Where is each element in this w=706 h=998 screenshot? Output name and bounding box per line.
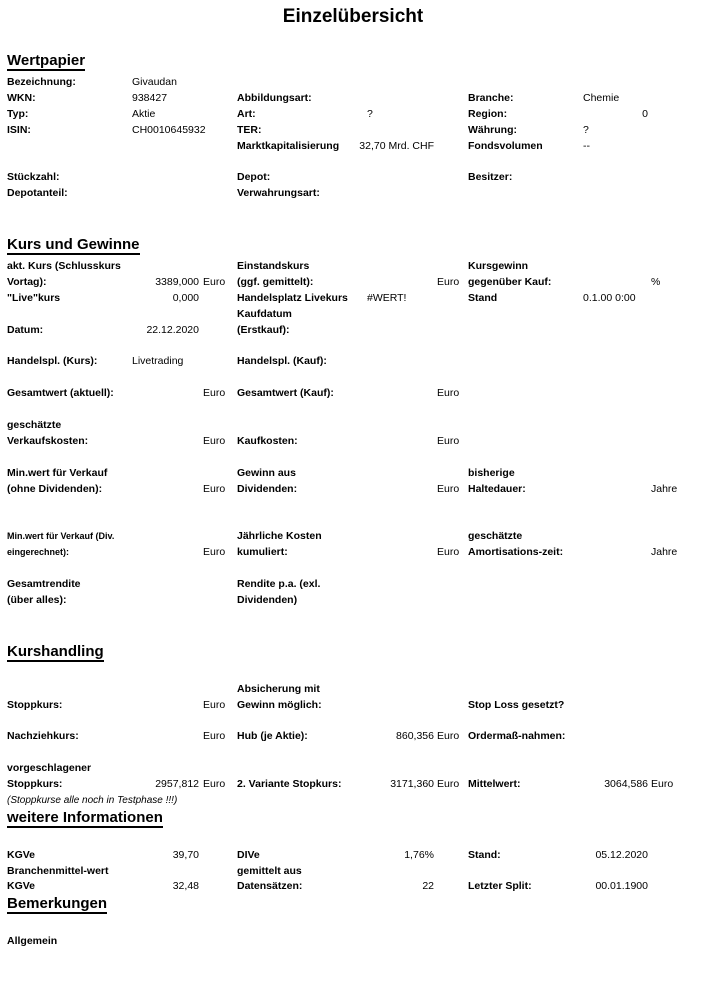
dividenden-label: Dividenden:: [237, 482, 298, 495]
2957-812-value: 2957,812: [155, 777, 199, 790]
abbildungsart-label: Abbildungsart:: [237, 91, 312, 104]
euro-value: Euro: [203, 546, 226, 559]
letzter-split-label: Letzter Split:: [468, 880, 532, 893]
euro-value: Euro: [203, 434, 226, 447]
data-row: [0, 729, 706, 745]
datum-label: Datum:: [7, 323, 44, 336]
section-kurshandling: [0, 643, 706, 809]
bezeichnung-label: Bezeichnung:: [7, 76, 76, 88]
blank-row: [0, 745, 706, 761]
0-000-value: 0,000: [172, 291, 199, 304]
stoppkurs-label: Stoppkurs:: [7, 698, 63, 711]
euro-value: Euro: [203, 387, 226, 400]
haltedauer-label: Haltedauer:: [468, 482, 526, 495]
data-row: [0, 466, 706, 482]
verkaufskosten-label: Verkaufskosten:: [7, 434, 89, 447]
section-heading-row: [0, 52, 706, 72]
blank-row: [0, 370, 706, 386]
euro-value: Euro: [203, 276, 226, 289]
gesamtwert-aktuell-label: Gesamtwert (aktuell):: [7, 387, 114, 400]
fondsvolumen-label: Fondsvolumen: [468, 139, 543, 152]
kgve-label: KGVe: [7, 848, 36, 861]
handelspl-kauf-label: Handelspl. (Kauf):: [237, 355, 327, 368]
einstandskurs-label: Einstandskurs: [237, 260, 310, 273]
kaufkosten-label: Kaufkosten:: [237, 434, 298, 447]
währung-label: Währung:: [468, 123, 517, 136]
givaudan-value: Givaudan: [132, 76, 177, 88]
data-row: [0, 761, 706, 777]
data-row: [0, 75, 706, 91]
depot-label: Depot:: [237, 171, 271, 184]
gegenüber-kauf-label: gegenüber Kauf:: [468, 276, 552, 289]
blank-row: [0, 497, 706, 513]
section-kurs-und-gewinne: [0, 236, 706, 609]
gesamtrendite-label: Gesamtrendite: [7, 577, 81, 590]
data-row: [0, 434, 706, 450]
jahre-value: Jahre: [651, 482, 678, 495]
data-row: [0, 482, 706, 498]
livetrading-value: Livetrading: [132, 355, 184, 368]
ter-label: TER:: [237, 123, 262, 136]
datensätzen-label: Datensätzen:: [237, 880, 303, 893]
22-12-2020-value: 22.12.2020: [146, 323, 199, 336]
art-label: Art:: [237, 107, 256, 120]
stand-label: Stand:: [468, 848, 501, 861]
32-48-value: 32,48: [172, 880, 199, 893]
gewinn-möglich-label: Gewinn möglich:: [237, 698, 322, 711]
region-label: Region:: [468, 107, 508, 120]
section-heading-row: [0, 236, 706, 256]
vortag-label: Vortag):: [7, 276, 47, 289]
absicherung-mit-label: Absicherung mit: [237, 682, 320, 695]
data-row: [0, 777, 706, 793]
akt-kurs-schlusskurs-label: akt. Kurs (Schlusskurs: [7, 260, 121, 273]
wkn-label: WKN:: [7, 91, 36, 104]
geschätzte-label: geschätzte: [468, 530, 523, 543]
1-76-value: 1,76%: [404, 848, 434, 861]
0-1-00-0-00-value: 0.1.00 0:00: [583, 291, 636, 304]
data-row: [0, 529, 706, 545]
00-01-1900-value: 00.01.1900: [595, 880, 648, 893]
blank-row: [0, 561, 706, 577]
data-row: [0, 545, 706, 561]
section-heading-row: [0, 643, 706, 663]
nachziehkurs-label: Nachziehkurs:: [7, 730, 79, 743]
euro-value: Euro: [203, 777, 226, 790]
euro-value: Euro: [437, 276, 460, 289]
handelsplatz-livekurs-label: Handelsplatz Livekurs: [237, 291, 348, 304]
data-row: [0, 275, 706, 291]
kursgewinn-label: Kursgewinn: [468, 260, 529, 273]
euro-value: Euro: [203, 730, 226, 743]
cell-value: %: [651, 276, 661, 289]
2-variante-stopkurs-label: 2. Variante Stopkurs:: [237, 777, 342, 790]
stoppkurs-label: Stoppkurs:: [7, 777, 63, 790]
data-row: [0, 91, 706, 107]
data-row: [0, 934, 706, 950]
min-wert-für-verkauf-label: Min.wert für Verkauf: [7, 466, 108, 479]
data-row: [0, 123, 706, 139]
min-wert-für-verkauf-div-label: Min.wert für Verkauf (Div.: [7, 531, 115, 542]
section-heading-wertpapier: Wertpapier: [7, 52, 86, 69]
marktkapitalisierung-label: Marktkapitalisierung: [237, 139, 340, 152]
euro-value: Euro: [437, 730, 460, 743]
data-row: [0, 593, 706, 609]
handelspl-kurs-label: Handelspl. (Kurs):: [7, 355, 98, 368]
05-12-2020-value: 05.12.2020: [595, 848, 648, 861]
data-row: [0, 418, 706, 434]
data-row: [0, 323, 706, 339]
euro-value: Euro: [203, 698, 226, 711]
section-heading-weitere-informationen: weitere Informationen: [7, 808, 163, 826]
3171-360-value: 3171,360: [390, 777, 434, 790]
dive-label: DIVe: [237, 848, 260, 861]
section-heading-row: [0, 895, 706, 915]
0-value: 0: [642, 107, 648, 120]
document-sections: [0, 52, 706, 950]
data-row: [0, 186, 706, 202]
branchenmittel-wert-label: Branchenmittel-wert: [7, 864, 109, 877]
mittelwert-label: Mittelwert:: [468, 777, 521, 790]
data-row: [0, 170, 706, 186]
3064-586-value: 3064,586: [604, 777, 648, 790]
section-weitere-informationen: [0, 809, 706, 896]
blank-row: [0, 154, 706, 170]
22-value: 22: [422, 880, 434, 893]
ohne-dividenden-label: (ohne Dividenden):: [7, 482, 103, 495]
kgve-label: KGVe: [7, 880, 36, 893]
blank-row: [0, 339, 706, 355]
blank-row: [0, 713, 706, 729]
erstkauf-label: (Erstkauf):: [237, 323, 290, 336]
section-heading-kurs-und-gewinne: Kurs und Gewinne: [7, 236, 140, 254]
amortisations-zeit-label: Amortisations-zeit:: [468, 546, 564, 559]
chemie-value: Chemie: [583, 91, 620, 104]
data-row: [0, 107, 706, 123]
ch0010645932-value: CH0010645932: [132, 123, 206, 136]
euro-value: Euro: [437, 777, 460, 790]
data-row: [0, 848, 706, 864]
ordermaß-nahmen-label: Ordermaß-nahmen:: [468, 730, 566, 743]
euro-value: Euro: [437, 387, 460, 400]
data-row: [0, 307, 706, 323]
stand-label: Stand: [468, 291, 498, 304]
data-row: [0, 682, 706, 698]
euro-value: Euro: [437, 482, 460, 495]
data-row: [0, 793, 706, 809]
euro-value: Euro: [437, 546, 460, 559]
data-row: [0, 577, 706, 593]
860-356-value: 860,356: [396, 730, 434, 743]
page-title: Einzelübersicht: [282, 6, 424, 27]
section-heading-kurshandling: Kurshandling: [7, 642, 104, 660]
euro-value: Euro: [437, 434, 460, 447]
section-wertpapier: [0, 52, 706, 202]
dividenden-label: Dividenden): [237, 593, 298, 606]
blank-row: [0, 666, 706, 682]
wert-value: #WERT!: [367, 291, 407, 304]
euro-value: Euro: [203, 482, 226, 495]
depotanteil-label: Depotanteil:: [7, 187, 68, 200]
live-kurs-label: "Live"kurs: [7, 291, 61, 304]
geschätzte-label: geschätzte: [7, 419, 62, 432]
verwahrungsart-label: Verwahrungsart:: [237, 187, 320, 200]
data-row: [0, 259, 706, 275]
kumuliert-label: kumuliert:: [237, 546, 288, 559]
cell-value: ?: [583, 123, 589, 136]
allgemein-label: Allgemein: [7, 935, 58, 948]
stop-loss-gesetzt-label: Stop Loss gesetzt?: [468, 698, 565, 711]
isin-label: ISIN:: [7, 123, 31, 136]
über-alles-label: (über alles):: [7, 593, 67, 606]
cell-value: --: [583, 139, 590, 152]
section-heading-row: [0, 809, 706, 829]
typ-label: Typ:: [7, 107, 29, 120]
3389-000-value: 3389,000: [155, 276, 199, 289]
section-bemerkungen: [0, 895, 706, 950]
bisherige-label: bisherige: [468, 466, 515, 479]
aktie-value: Aktie: [132, 107, 156, 120]
besitzer-label: Besitzer:: [468, 171, 513, 184]
blank-row: [0, 513, 706, 529]
data-row: [0, 291, 706, 307]
rendite-p-a-exl-label: Rendite p.a. (exl.: [237, 577, 321, 590]
data-row: [0, 354, 706, 370]
blank-row: [0, 832, 706, 848]
stoppkurse-alle-noch-in-testphase-value: (Stoppkurse alle noch in Testphase !!!): [7, 794, 178, 806]
gesamtwert-kauf-label: Gesamtwert (Kauf):: [237, 387, 334, 400]
blank-row: [0, 918, 706, 934]
data-row: [0, 386, 706, 402]
jahre-value: Jahre: [651, 546, 678, 559]
ggf-gemittelt-label: (ggf. gemittelt):: [237, 276, 314, 289]
branche-label: Branche:: [468, 91, 514, 104]
vorgeschlagener-label: vorgeschlagener: [7, 762, 92, 775]
cell-value: ?: [367, 107, 373, 120]
data-row: [0, 879, 706, 895]
data-row: [0, 698, 706, 714]
data-row: [0, 139, 706, 155]
eingerechnet-label: eingerechnet):: [7, 547, 70, 558]
32-70-mrd-chf-value: 32,70 Mrd. CHF: [359, 139, 434, 152]
hub-je-aktie-label: Hub (je Aktie):: [237, 730, 308, 743]
blank-row: [0, 450, 706, 466]
data-row: [0, 864, 706, 880]
stückzahl-label: Stückzahl:: [7, 171, 60, 184]
39-70-value: 39,70: [172, 848, 199, 861]
blank-row: [0, 402, 706, 418]
section-heading-bemerkungen: Bemerkungen: [7, 895, 108, 913]
gemittelt-aus-label: gemittelt aus: [237, 864, 302, 877]
euro-value: Euro: [651, 777, 674, 790]
938427-value: 938427: [132, 91, 168, 104]
jährliche-kosten-label: Jährliche Kosten: [237, 530, 322, 543]
gewinn-aus-label: Gewinn aus: [237, 466, 296, 479]
kaufdatum-label: Kaufdatum: [237, 307, 292, 320]
